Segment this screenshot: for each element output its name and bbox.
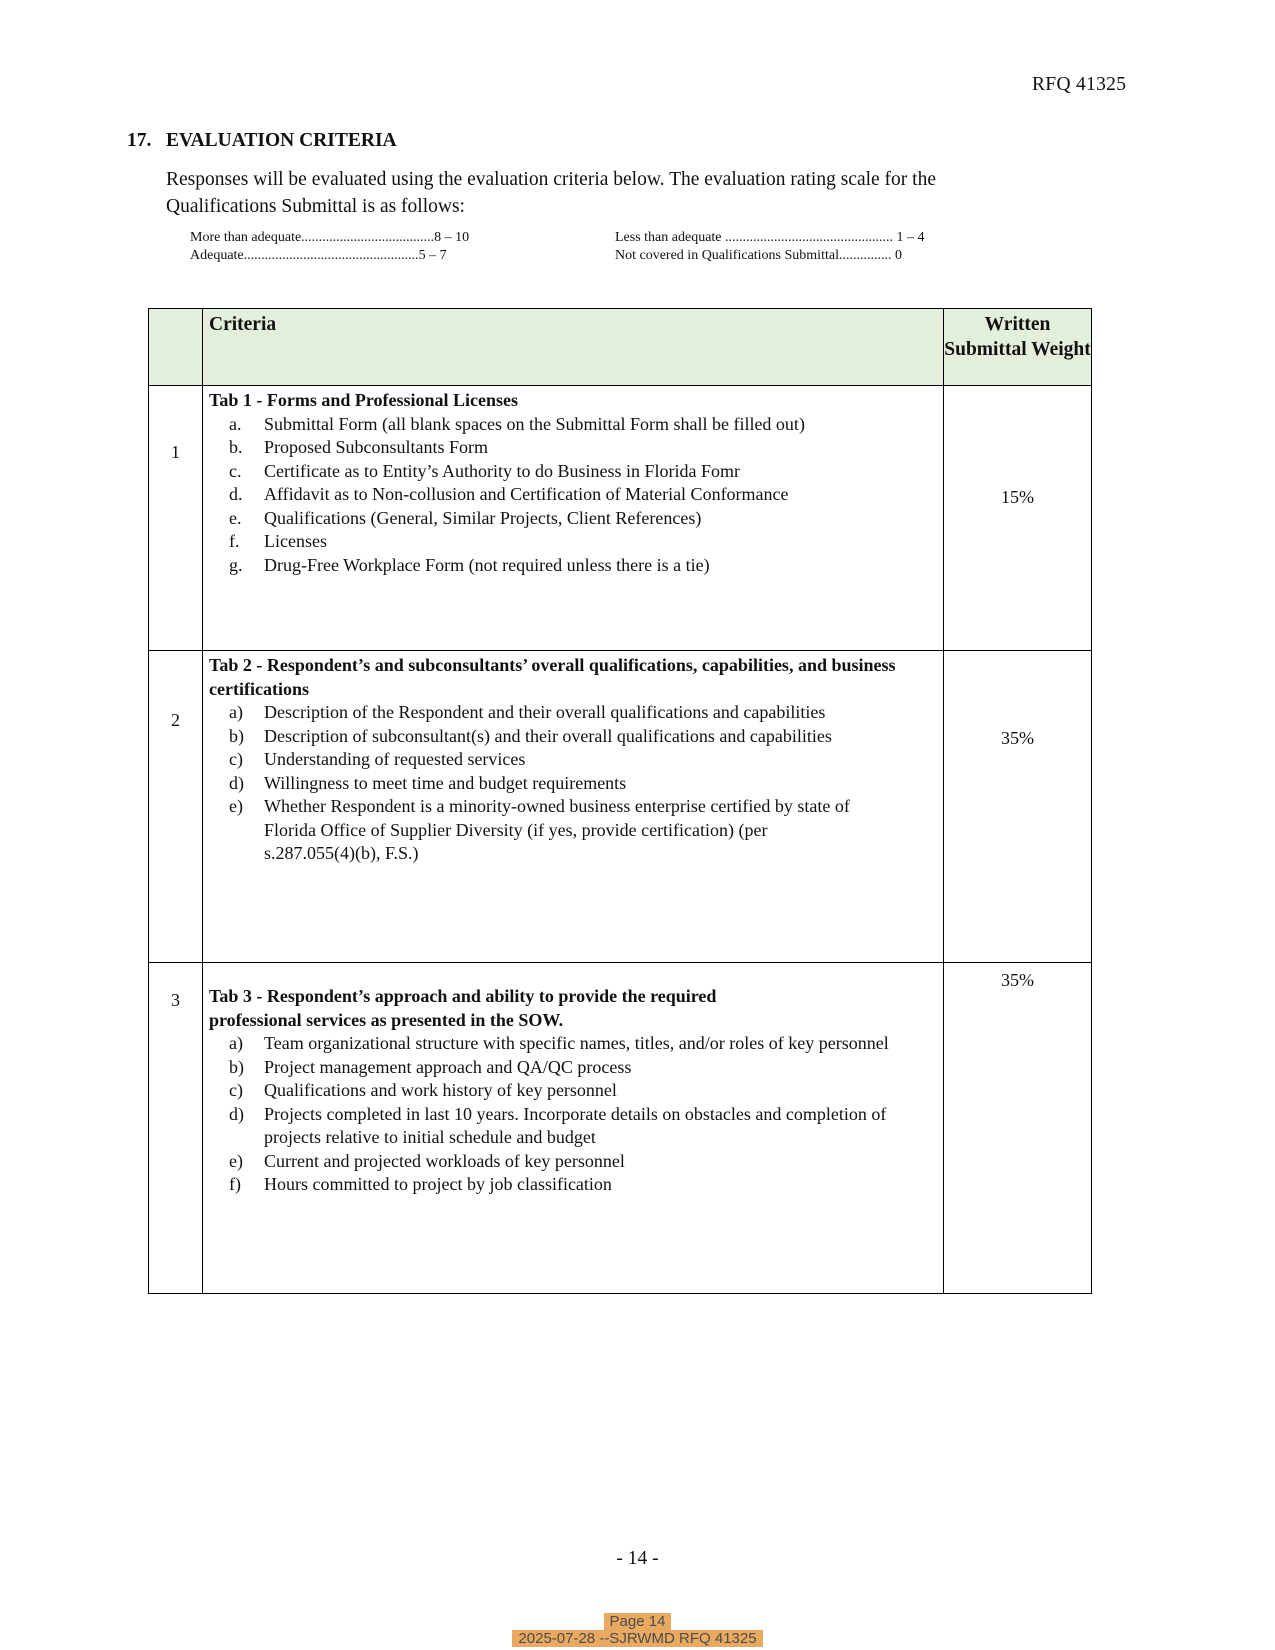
item-text: Qualifications (General, Similar Projects, Client References) <box>264 507 702 528</box>
stamp-page-label: Page 14 <box>604 1613 672 1630</box>
criteria-title: Tab 2 - Respondent’s and subconsultants’ overall qualifications, capabilities, and business certifications <box>209 655 896 699</box>
item-text: Description of subconsultant(s) and their overall qualifications and capabilities <box>264 725 832 746</box>
criteria-item <box>229 460 931 484</box>
criteria-item <box>229 701 931 725</box>
item-marker: f) <box>229 1174 241 1194</box>
item-marker: e) <box>229 796 243 816</box>
item-marker: b) <box>229 1056 244 1077</box>
evaluation-table <box>148 308 1092 1294</box>
criteria-row <box>149 963 1092 1294</box>
row-number: 1 <box>149 386 203 651</box>
criteria-row <box>149 651 1092 963</box>
criteria-item <box>229 1032 931 1056</box>
weight-header-cell: Written Submittal Weight <box>944 309 1092 386</box>
row-number: 3 <box>149 963 203 1294</box>
criteria-item <box>229 1103 931 1150</box>
item-marker: b. <box>229 437 243 457</box>
item-marker: a) <box>229 1033 243 1053</box>
weight-cell: 35% <box>944 651 1092 963</box>
criteria-items <box>209 701 931 866</box>
criteria-title: Tab 1 - Forms and Professional Licenses <box>209 390 519 410</box>
row-number: 2 <box>149 651 203 963</box>
criteria-row <box>149 386 1092 651</box>
criteria-header-cell: Criteria <box>203 309 944 386</box>
criteria-item <box>229 1056 931 1080</box>
criteria-cell <box>203 386 944 651</box>
criteria-item <box>229 772 931 796</box>
criteria-item <box>229 554 931 578</box>
item-text: Qualifications and work history of key personnel <box>264 1080 617 1100</box>
corner-header-cell <box>149 309 203 386</box>
item-marker: c) <box>229 1080 243 1100</box>
item-text: Affidavit as to Non-collusion and Certification of Material Conformance <box>264 484 789 504</box>
table-header-row <box>149 309 1092 386</box>
criteria-cell <box>203 963 944 1294</box>
item-text: Whether Respondent is a minority-owned business enterprise certified by state of Florida Office of Supplier Diversity (if yes, provide certification) (per s.287.055(4)(b), F.S.) <box>264 796 850 863</box>
weight-cell: 15% <box>944 386 1092 651</box>
criteria-item <box>229 530 931 554</box>
item-marker: e. <box>229 507 242 528</box>
criteria-item <box>229 1150 931 1174</box>
item-text: Understanding of requested services <box>264 749 526 769</box>
item-marker: f. <box>229 531 240 551</box>
item-marker: d) <box>229 772 244 793</box>
footer-stamps <box>0 1613 1275 1647</box>
rating-line: Less than adequate ................................................ 1 – 4 <box>615 230 925 245</box>
item-marker: g. <box>229 554 243 575</box>
criteria-item <box>229 1173 931 1197</box>
item-text: Projects completed in last 10 years. Incorporate details on obstacles and completion of projects relative to initial schedule and budget <box>264 1103 887 1147</box>
criteria-item <box>229 725 931 749</box>
item-text: Licenses <box>264 531 327 551</box>
intro-paragraph: Responses will be evaluated using the evaluation criteria below. The evaluation rating scale for the Qualifications Submittal is as follows: <box>166 169 936 217</box>
criteria-item <box>229 507 931 531</box>
section-number: 17. <box>127 130 152 151</box>
rating-line: More than adequate......................................8 – 10 <box>190 230 470 245</box>
stamp-doc-label: 2025-07-28 --SJRWMD RFQ 41325 <box>512 1630 762 1647</box>
criteria-items <box>209 1032 931 1197</box>
criteria-cell <box>203 651 944 963</box>
item-text: Description of the Respondent and their overall qualifications and capabilities <box>264 702 826 722</box>
item-text: Drug-Free Workplace Form (not required unless there is a tie) <box>264 554 710 575</box>
item-marker: d. <box>229 484 243 504</box>
section-title: EVALUATION CRITERIA <box>166 130 397 151</box>
rating-line: Not covered in Qualifications Submittal............... 0 <box>615 247 902 263</box>
item-text: Current and projected workloads of key personnel <box>264 1150 625 1171</box>
rating-line: Adequate..................................................5 – 7 <box>190 247 447 263</box>
item-marker: c) <box>229 749 243 769</box>
rating-scale-right <box>615 229 925 264</box>
item-text: Submittal Form (all blank spaces on the Submittal Form shall be filled out) <box>264 413 805 434</box>
rating-scale-left <box>190 229 469 264</box>
item-marker: d) <box>229 1103 244 1124</box>
item-marker: b) <box>229 725 244 746</box>
item-marker: c. <box>229 460 242 481</box>
section-heading <box>127 130 397 152</box>
criteria-title: Tab 3 - Respondent’s approach and ability to provide the required professional services as presented in the SOW. <box>209 986 717 1030</box>
item-marker: a. <box>229 413 242 434</box>
criteria-items <box>209 413 931 578</box>
header-reference: RFQ 41325 <box>1032 74 1127 95</box>
weight-cell: 35% <box>944 963 1092 1294</box>
page-number: - 14 - <box>616 1548 659 1569</box>
criteria-item <box>229 436 931 460</box>
item-text: Certificate as to Entity’s Authority to do Business in Florida Fomr <box>264 460 740 481</box>
item-text: Proposed Subconsultants Form <box>264 437 489 457</box>
item-text: Willingness to meet time and budget requirements <box>264 772 627 793</box>
criteria-item <box>229 748 931 772</box>
criteria-item <box>229 483 931 507</box>
item-marker: e) <box>229 1150 243 1171</box>
item-text: Team organizational structure with specific names, titles, and/or roles of key personnel <box>264 1033 889 1053</box>
item-text: Project management approach and QA/QC process <box>264 1056 632 1077</box>
criteria-item <box>229 413 931 437</box>
criteria-item <box>229 1079 931 1103</box>
criteria-item <box>229 795 931 866</box>
item-marker: a) <box>229 702 243 722</box>
item-text: Hours committed to project by job classification <box>264 1174 612 1194</box>
